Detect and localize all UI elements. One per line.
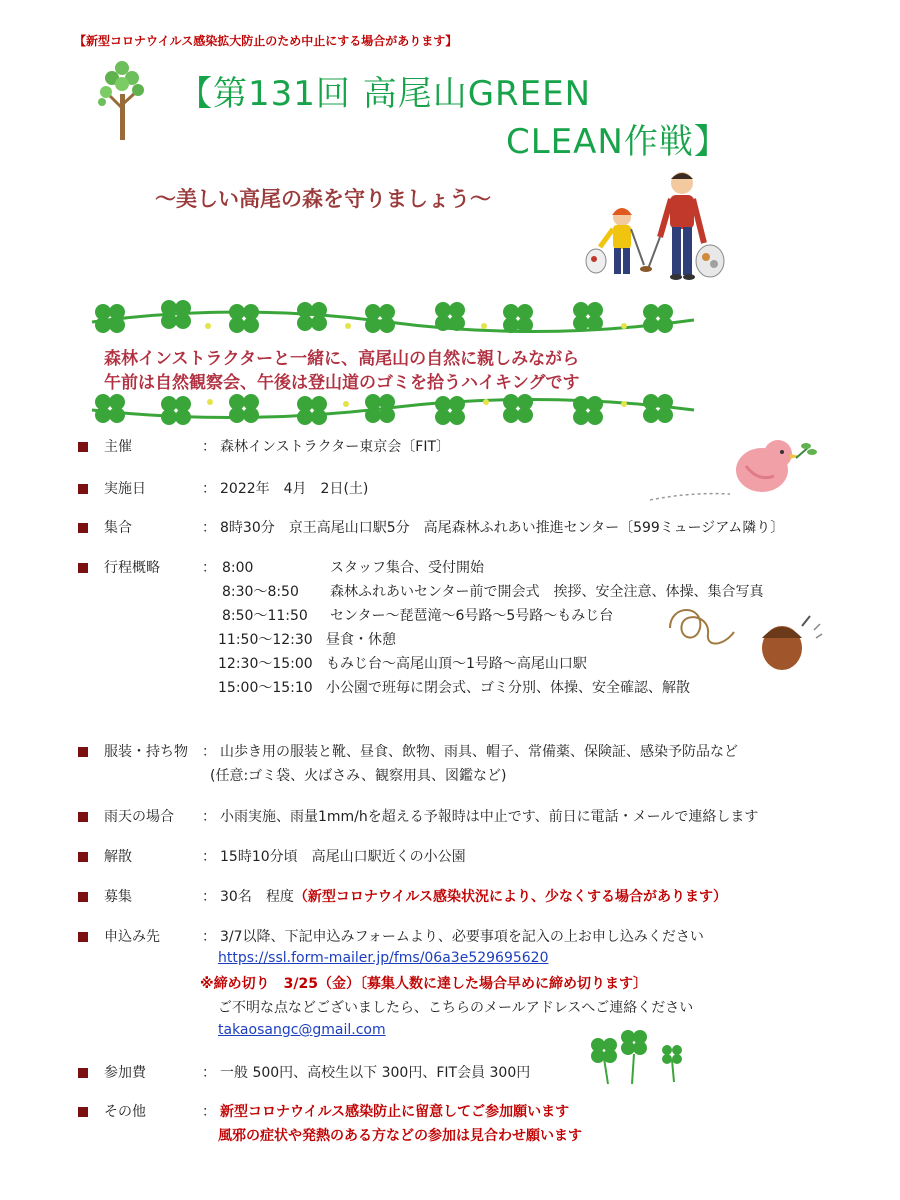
bullet-icon bbox=[78, 932, 88, 942]
recruit-value: 30名 程度 bbox=[220, 889, 294, 905]
dismissal-label: 解散 bbox=[104, 849, 132, 865]
apply-label: 申込み先 bbox=[104, 929, 160, 945]
dismissal-row bbox=[78, 846, 466, 866]
apply-value: 3/7以降、下記申込みフォームより、必要事項を記入の上お申し込みください bbox=[220, 929, 704, 945]
fee-label: 参加費 bbox=[104, 1065, 146, 1081]
page-title-line2: CLEAN作戦】 bbox=[506, 122, 729, 162]
schedule-label: 行程概略 bbox=[104, 560, 160, 576]
bullet-icon bbox=[78, 563, 88, 573]
date-value: 2022年 4月 2日(土) bbox=[220, 481, 369, 497]
family-cleanup-illustration bbox=[582, 165, 732, 290]
items-optional: (任意:ゴミ袋、火ばさみ、観察用具、図鑑など) bbox=[210, 768, 507, 784]
meeting-value: 8時30分 京王高尾山口駅5分 高尾森林ふれあい推進センター〔599ミュージアム隣り〕 bbox=[220, 520, 785, 536]
date-row bbox=[78, 478, 368, 498]
schedule-desc: もみじ台～高尾山頂～1号路～高尾山口駅 bbox=[326, 656, 587, 672]
organizer-value: 森林インストラクター東京会〔FIT〕 bbox=[220, 439, 451, 455]
rain-label: 雨天の場合 bbox=[104, 809, 174, 825]
items-value: 山歩き用の服装と靴、昼食、飲物、雨具、帽子、常備薬、保険証、感染予防品など bbox=[220, 744, 738, 760]
schedule-desc: スタッフ集合、受付開始 bbox=[330, 560, 484, 576]
other-value-line1: 新型コロナウイルス感染防止に留意してご参加願います bbox=[220, 1104, 570, 1120]
schedule-time: 8:50～11:50 bbox=[222, 608, 308, 624]
colon: ： bbox=[202, 1104, 216, 1120]
schedule-item bbox=[218, 629, 396, 649]
banner-line2: 午前は自然観察会、午後は登山道のゴミを拾うハイキングです bbox=[104, 373, 580, 393]
items-row bbox=[78, 741, 738, 761]
bullet-icon bbox=[78, 747, 88, 757]
clover-border-bottom bbox=[88, 386, 698, 432]
fee-row bbox=[78, 1062, 530, 1082]
date-label: 実施日 bbox=[104, 481, 146, 497]
dismissal-value: 15時10分頃 高尾山口駅近くの小公園 bbox=[220, 849, 466, 865]
bullet-icon bbox=[78, 852, 88, 862]
schedule-desc: センター～琵琶滝～6号路～5号路～もみじ台 bbox=[330, 608, 614, 624]
tree-icon bbox=[96, 56, 152, 142]
page-title-line1: 【第131回 高尾山GREEN bbox=[178, 74, 592, 114]
schedule-time: 15:00～15:10 bbox=[218, 680, 313, 696]
bird-icon bbox=[650, 432, 825, 512]
schedule-item bbox=[218, 653, 587, 673]
application-form-link[interactable]: https://ssl.form-mailer.jp/fms/06a3e529695620 bbox=[218, 950, 549, 966]
clover-border-top bbox=[88, 296, 698, 342]
schedule-row bbox=[78, 557, 220, 577]
organizer-row bbox=[78, 436, 450, 456]
recruit-note: （新型コロナウイルス感染状況により、少なくする場合があります） bbox=[293, 889, 727, 905]
schedule-time: 12:30～15:00 bbox=[218, 656, 313, 672]
colon: ： bbox=[202, 849, 216, 865]
schedule-time: 11:50～12:30 bbox=[218, 632, 313, 648]
bullet-icon bbox=[78, 442, 88, 452]
meeting-row bbox=[78, 517, 784, 537]
colon: ： bbox=[202, 481, 216, 497]
other-value-line2: 風邪の症状や発熱のある方などの参加は見合わせ願います bbox=[218, 1128, 582, 1144]
schedule-desc: 小公園で班毎に閉会式、ゴミ分別、体操、安全確認、解散 bbox=[326, 680, 690, 696]
fee-value: 一般 500円、高校生以下 300円、FIT会員 300円 bbox=[220, 1065, 531, 1081]
contact-text: ご不明な点などございましたら、こちらのメールアドレスへご連絡ください bbox=[218, 1000, 694, 1016]
cancel-notice: 【新型コロナウイルス感染拡大防止のため中止にする場合があります】 bbox=[74, 34, 458, 48]
colon: ： bbox=[202, 744, 216, 760]
subtitle: ～美しい高尾の森を守りましょう～ bbox=[155, 187, 491, 211]
colon: ： bbox=[202, 560, 216, 576]
bullet-icon bbox=[78, 484, 88, 494]
recruit-label: 募集 bbox=[104, 889, 132, 905]
colon: ： bbox=[202, 809, 216, 825]
colon: ： bbox=[202, 520, 216, 536]
rain-value: 小雨実施、雨量1mm/hを超える予報時は中止です、前日に電話・メールで連絡します bbox=[220, 809, 759, 825]
other-label: その他 bbox=[104, 1104, 146, 1120]
meeting-label: 集合 bbox=[104, 520, 132, 536]
bullet-icon bbox=[78, 1107, 88, 1117]
contact-email-link[interactable]: takaosangc@gmail.com bbox=[218, 1022, 386, 1038]
deadline-notice: ※締め切り 3/25（金）〔募集人数に達した場合早めに締め切ります〕 bbox=[200, 976, 647, 992]
rain-row bbox=[78, 806, 758, 826]
items-label: 服装・持ち物 bbox=[104, 744, 188, 760]
schedule-desc: 森林ふれあいセンター前で開会式 挨拶、安全注意、体操、集合写真 bbox=[330, 584, 764, 600]
schedule-item bbox=[218, 677, 690, 697]
colon: ： bbox=[202, 439, 216, 455]
colon: ： bbox=[202, 889, 216, 905]
schedule-time: 8:00 bbox=[222, 560, 254, 576]
colon: ： bbox=[202, 929, 216, 945]
other-row bbox=[78, 1101, 569, 1121]
schedule-time: 8:30～8:50 bbox=[222, 584, 299, 600]
bullet-icon bbox=[78, 812, 88, 822]
bullet-icon bbox=[78, 1068, 88, 1078]
bullet-icon bbox=[78, 892, 88, 902]
recruit-row bbox=[78, 886, 727, 906]
bullet-icon bbox=[78, 523, 88, 533]
acorn-icon bbox=[664, 598, 834, 678]
apply-row bbox=[78, 926, 704, 946]
banner-line1: 森林インストラクターと一緒に、高尾山の自然に親しみながら bbox=[104, 349, 580, 369]
clover-icon bbox=[582, 1026, 692, 1088]
organizer-label: 主催 bbox=[104, 439, 132, 455]
colon: ： bbox=[202, 1065, 216, 1081]
schedule-item bbox=[222, 557, 484, 577]
schedule-item bbox=[222, 605, 613, 625]
schedule-desc: 昼食・休憩 bbox=[326, 632, 396, 648]
